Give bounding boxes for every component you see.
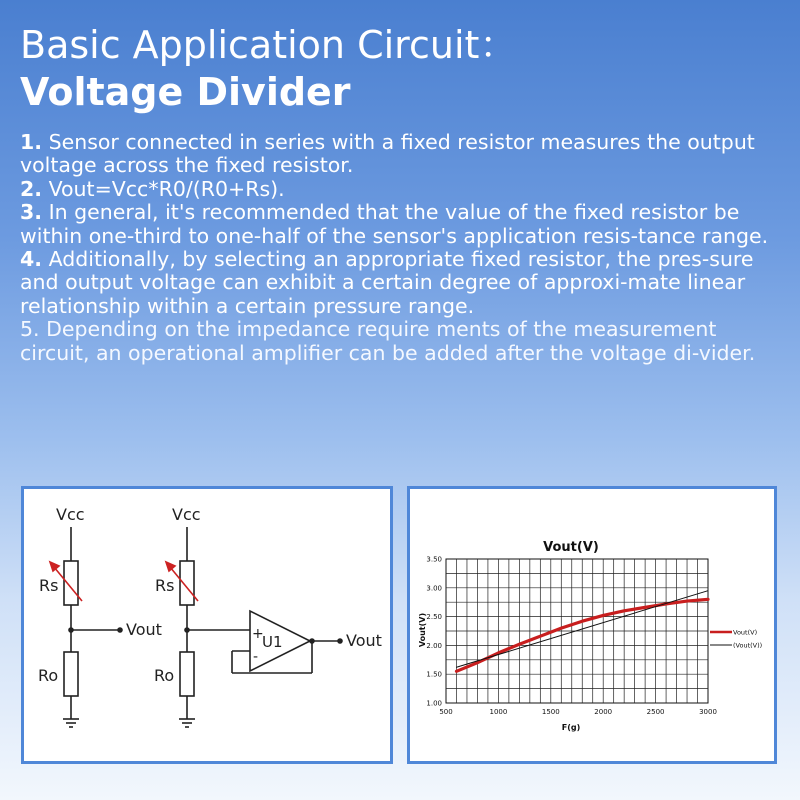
y-tick-label: 1.00: [426, 699, 442, 708]
x-tick-label: 1000: [489, 708, 508, 716]
point-2: [20, 178, 780, 201]
vcc-label-left: Vcc: [56, 505, 85, 524]
x-tick-label: 500: [439, 708, 453, 716]
point-number: 1.: [20, 130, 43, 154]
rs-resistor-left: [64, 561, 78, 605]
ro-label-left: Ro: [38, 666, 59, 685]
legend-label: (Vout(V)): [733, 641, 763, 650]
junction-dot: [184, 627, 190, 633]
title-line-1: Basic Application Circuit：: [20, 23, 518, 67]
y-tick-label: 2.50: [426, 613, 442, 622]
title-line-2: Voltage Divider: [20, 70, 351, 114]
vout-label-left: Vout: [126, 620, 162, 639]
point-text: Depending on the impedance require ments of the measurement circuit, an operational amplifier can be added after the voltage di-vider.: [20, 317, 756, 365]
point-text: Additionally, by selecting an appropriate fixed resistor, the pres-sure and output voltage can exhibit a certain degree of approxi-mate linear relationship within a certain pressure range.: [20, 247, 754, 318]
rs-label-left: Rs: [39, 576, 59, 595]
y-tick-label: 1.50: [426, 670, 442, 679]
circuit-panel: [21, 486, 393, 764]
y-tick-label: 2.00: [426, 641, 442, 650]
chart-title: Vout(V): [543, 540, 599, 555]
rs-label-right: Rs: [155, 576, 175, 595]
y-tick-label: 3.00: [426, 584, 442, 593]
y-tick-label: 3.50: [426, 555, 442, 564]
point-number: 4.: [20, 247, 43, 272]
junction-dot: [309, 638, 315, 644]
legend-label: Vout(V): [733, 628, 758, 637]
vcc-label-right: Vcc: [172, 505, 201, 524]
x-tick-label: 2500: [646, 708, 665, 716]
ro-resistor-left: [64, 652, 78, 696]
x-tick-label: 3000: [699, 708, 717, 716]
point-5: [20, 318, 780, 365]
chart-y-label: Vout(V): [418, 612, 427, 648]
ro-label-right: Ro: [154, 666, 175, 685]
vout-chart: [410, 489, 774, 761]
junction-dot: [68, 627, 74, 633]
opamp-label: U1: [262, 633, 283, 651]
vout-terminal-dot: [117, 627, 123, 633]
point-number: 2.: [20, 176, 43, 201]
point-number: 3.: [20, 200, 43, 225]
description-list: [20, 131, 780, 365]
opamp-minus-label: -: [253, 649, 259, 665]
chart-panel: [407, 486, 777, 764]
chart-x-label: F(g): [561, 723, 581, 732]
point-3: [20, 201, 780, 248]
vout-terminal-dot: [337, 638, 343, 644]
point-text: In general, it's recommended that the value of the fixed resistor be within one-third to one-half of the sensor's application resis-tance range.: [20, 200, 769, 248]
x-tick-label: 1500: [541, 708, 560, 716]
rs-resistor-right: [180, 561, 194, 605]
point-1: [20, 131, 780, 178]
point-number: 5.: [20, 317, 40, 342]
opamp-plus-label: +: [252, 626, 264, 642]
circuit-diagram: [24, 489, 390, 761]
point-text: Vout=Vcc*R0/(R0+Rs).: [42, 176, 285, 201]
x-tick-label: 2000: [594, 708, 613, 716]
vout-label-right: Vout: [346, 631, 382, 650]
ro-resistor-right: [180, 652, 194, 696]
point-4: [20, 248, 780, 318]
point-text: Sensor connected in series with a fixed resistor measures the output voltage across the fixed resistor.: [20, 130, 755, 178]
